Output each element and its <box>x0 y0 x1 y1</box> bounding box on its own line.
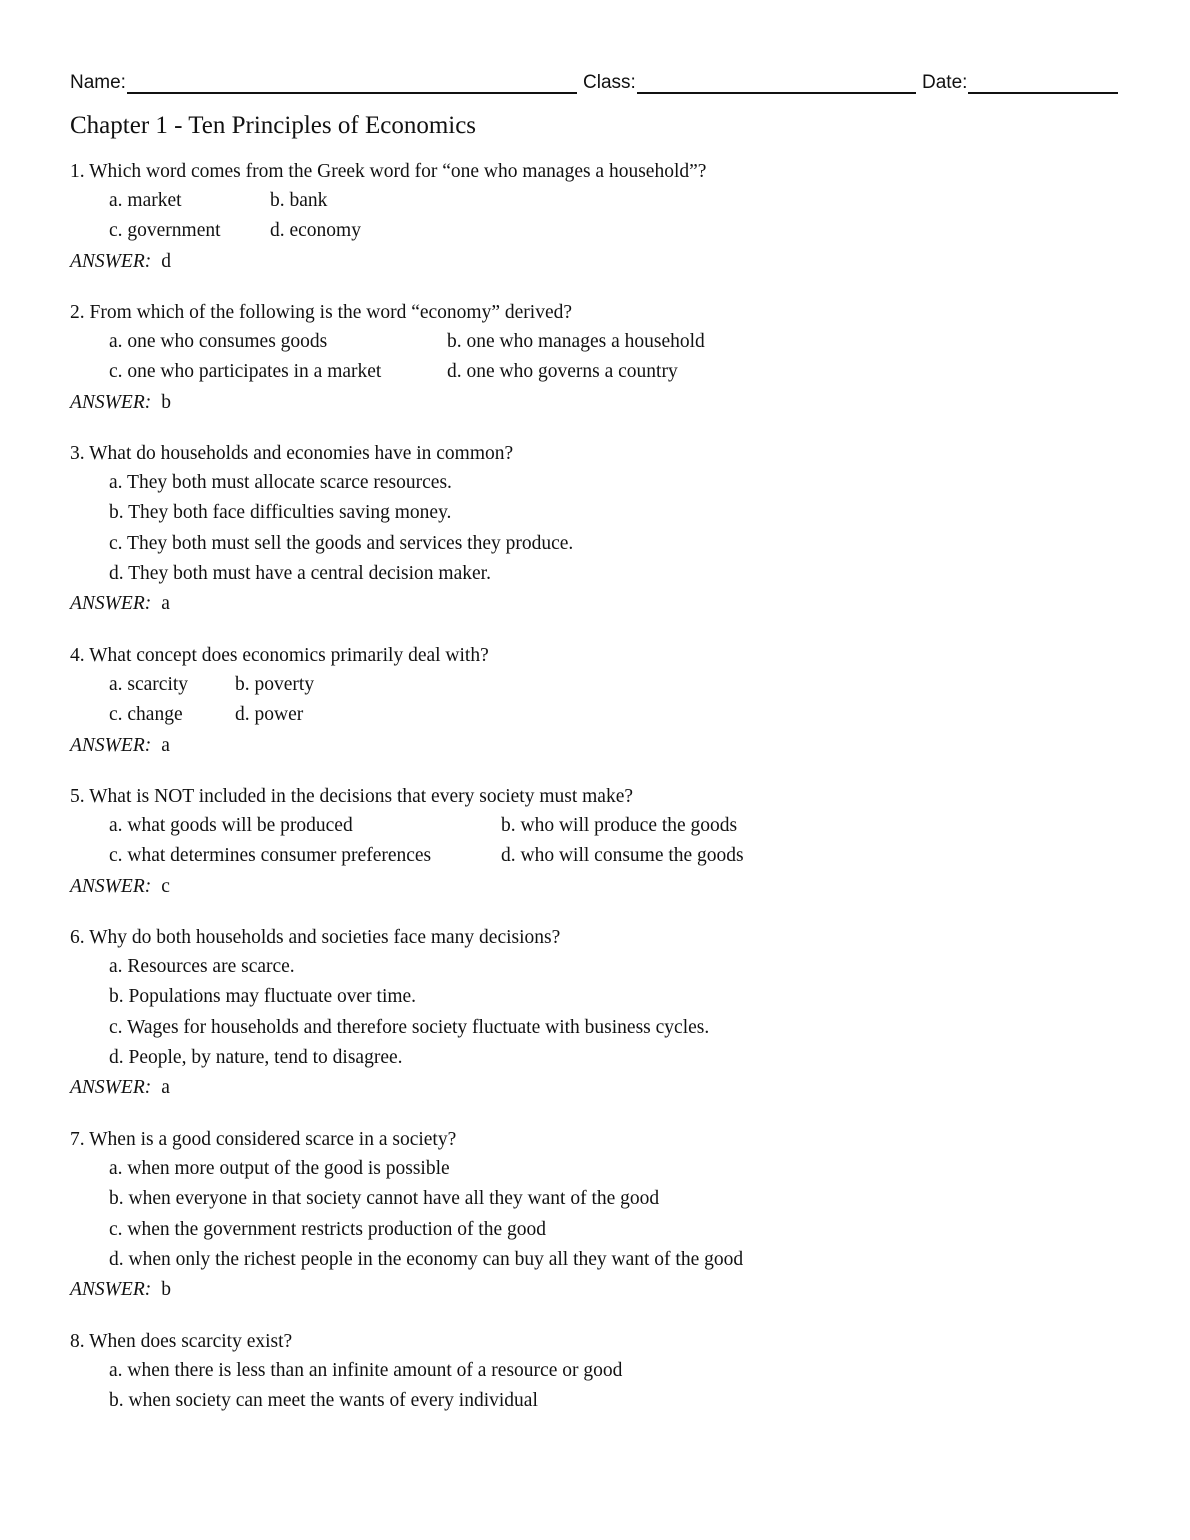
choice-b: b. bank <box>270 190 328 211</box>
choice-b: b. who will produce the goods <box>501 815 738 836</box>
date-field <box>922 68 1118 94</box>
choice-d: d. They both must have a central decision maker. <box>109 562 491 584</box>
choice-a: a. one who consumes goods <box>109 331 328 352</box>
choice-c: c. government <box>109 220 221 242</box>
class-blank-line <box>637 70 916 94</box>
answer-choices <box>109 670 1150 731</box>
answer-choices <box>109 1356 1150 1417</box>
answer-value: d <box>161 250 171 272</box>
choice-d: d. People, by nature, tend to disagree. <box>109 1046 403 1068</box>
choice-a: a. market <box>109 190 182 211</box>
question-stem: 7. When is a good considered scarce in a society? <box>70 1129 457 1150</box>
date-label: Date: <box>922 72 968 93</box>
choice-d: d. who will consume the goods <box>501 845 744 867</box>
answer-label: ANSWER: <box>70 593 152 615</box>
choice-b: b. when everyone in that society cannot have all they want of the good <box>109 1188 660 1210</box>
choice-a: a. They both must allocate scarce resources. <box>109 472 452 493</box>
answer-value: b <box>161 1279 171 1301</box>
date-blank-line <box>968 70 1118 94</box>
question-stem: 3. What do households and economies have in common? <box>70 443 514 464</box>
choice-a: a. when more output of the good is possible <box>109 1158 450 1179</box>
choice-b: b. Populations may fluctuate over time. <box>109 986 417 1008</box>
answer-value: a <box>161 593 170 615</box>
answer-label: ANSWER: <box>70 734 152 756</box>
choice-d: d. when only the richest people in the economy can buy all they want of the good <box>109 1248 744 1270</box>
answer-value: a <box>161 734 170 756</box>
question-stem: 8. When does scarcity exist? <box>70 1331 293 1352</box>
question-stem: 6. Why do both households and societies face many decisions? <box>70 927 561 948</box>
answer-line <box>70 731 1150 761</box>
choice-c: c. They both must sell the goods and services they produce. <box>109 532 574 554</box>
choice-a: a. what goods will be produced <box>109 815 353 836</box>
answer-line <box>70 1275 1150 1305</box>
question-5 <box>70 783 1150 902</box>
question-4 <box>70 642 1150 761</box>
name-blank-line <box>127 70 577 94</box>
choice-a: a. when there is less than an infinite amount of a resource or good <box>109 1360 623 1381</box>
answer-label: ANSWER: <box>70 1279 152 1301</box>
page-title: Chapter 1 - Ten Principles of Economics <box>70 112 477 139</box>
question-2 <box>70 299 1150 418</box>
answer-line <box>70 388 1150 418</box>
choice-c: c. Wages for households and therefore society fluctuate with business cycles. <box>109 1016 710 1038</box>
answer-choices <box>109 952 1150 1073</box>
answer-choices <box>109 468 1150 589</box>
answer-label: ANSWER: <box>70 250 152 272</box>
question-stem: 2. From which of the following is the word “economy” derived? <box>70 302 573 323</box>
choice-c: c. what determines consumer preferences <box>109 845 432 867</box>
answer-value: c <box>161 875 170 897</box>
choice-c: c. change <box>109 704 183 726</box>
answer-choices <box>109 186 1150 247</box>
answer-choices <box>109 1154 1150 1275</box>
answer-choices <box>109 811 1150 872</box>
answer-value: a <box>161 1077 170 1099</box>
choice-b: b. one who manages a household <box>447 331 705 352</box>
answer-label: ANSWER: <box>70 391 152 413</box>
answer-label: ANSWER: <box>70 875 152 897</box>
question-stem: 4. What concept does economics primarily deal with? <box>70 645 489 666</box>
answer-line <box>70 247 1150 277</box>
choice-d: d. one who governs a country <box>447 361 678 383</box>
answer-value: b <box>161 391 171 413</box>
answer-line <box>70 1073 1150 1103</box>
name-label: Name: <box>70 72 126 93</box>
answer-line <box>70 872 1150 902</box>
answer-choices <box>109 327 1150 388</box>
choice-a: a. Resources are scarce. <box>109 956 295 977</box>
choice-c: c. one who participates in a market <box>109 361 382 383</box>
choice-b: b. when society can meet the wants of every individual <box>109 1390 538 1412</box>
question-3 <box>70 440 1150 619</box>
choice-b: b. poverty <box>235 674 315 695</box>
answer-label: ANSWER: <box>70 1077 152 1099</box>
question-6 <box>70 924 1150 1103</box>
class-field <box>583 68 916 94</box>
answer-line <box>70 589 1150 619</box>
question-8 <box>70 1328 1150 1417</box>
question-stem: 1. Which word comes from the Greek word for “one who manages a household”? <box>70 161 707 182</box>
question-stem: 5. What is NOT included in the decisions that every society must make? <box>70 786 634 807</box>
student-info-header <box>70 68 1120 96</box>
choice-a: a. scarcity <box>109 674 189 695</box>
question-1 <box>70 158 1150 277</box>
choice-d: d. power <box>235 704 304 726</box>
question-7 <box>70 1126 1150 1305</box>
name-field <box>70 68 577 94</box>
choice-c: c. when the government restricts production of the good <box>109 1218 547 1240</box>
choice-b: b. They both face difficulties saving money. <box>109 502 452 524</box>
class-label: Class: <box>583 72 636 93</box>
choice-d: d. economy <box>270 220 361 242</box>
